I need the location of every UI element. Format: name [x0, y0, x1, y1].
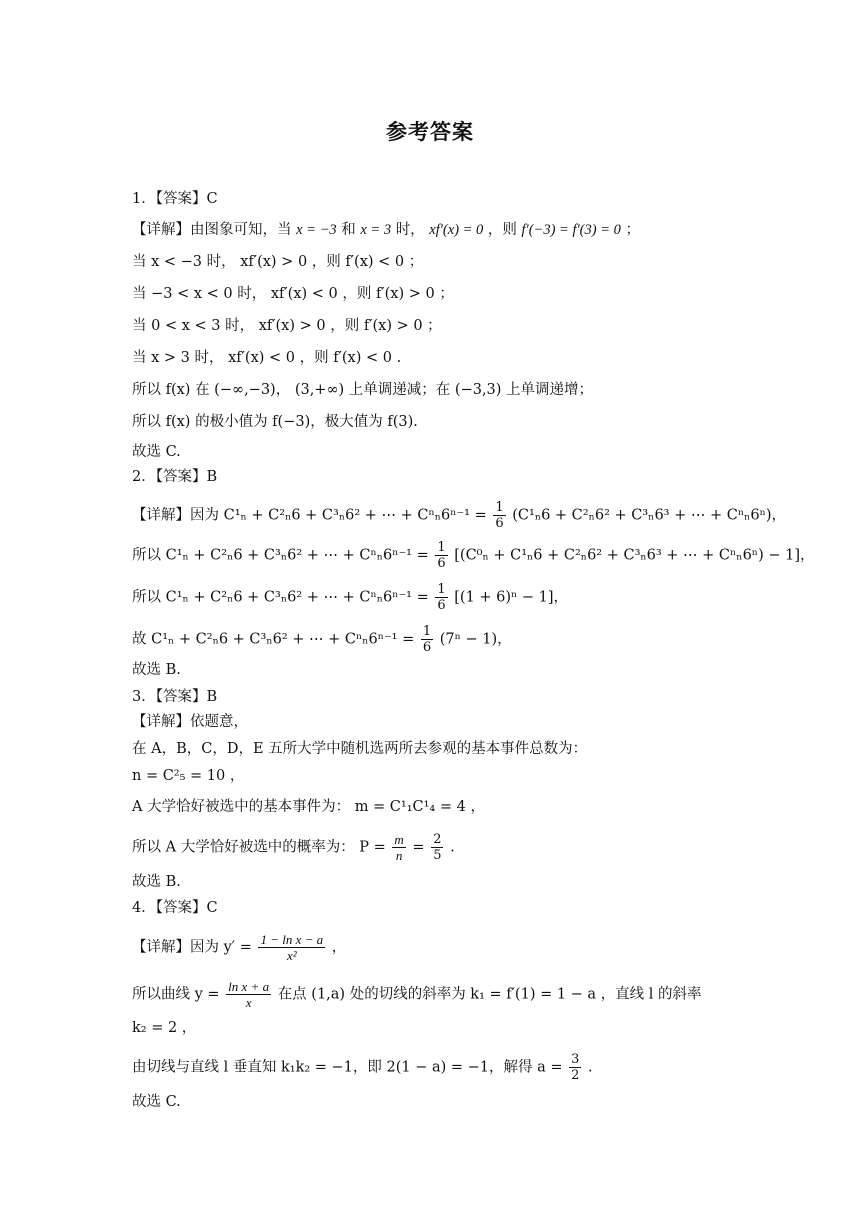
q1-answer-head: 1．【答案】C — [132, 191, 218, 207]
q1-line-8: 故选 C. — [132, 444, 181, 460]
q3-line-6: 故选 B. — [132, 874, 181, 890]
q4-line-3: k₂ = 2 ， — [132, 1020, 197, 1036]
q1-line-2: 当 x < −3 时， xf′(x) > 0 ，则 f′(x) < 0 ； — [132, 254, 424, 270]
q3-line-4: A 大学恰好被选中的基本事件为： m = C¹₁C¹₄ = 4 ， — [132, 799, 485, 815]
q3-line-1: 【详解】依题意， — [132, 714, 248, 730]
fraction: $\frac{\text{1 − ln x − a}}{\text{x²}}$ — [260, 932, 324, 963]
q1-line-1: 【详解】由图象可知，当 x = −3 和 x = 3 时， xf′(x) = 0 ，则 f′(−3) = f′(3) = 0 ； — [132, 222, 640, 238]
q3-line-3: n = C²₅ = 10 ， — [132, 768, 245, 784]
fraction: $\frac{1}{6}$ — [437, 540, 446, 571]
q2-line-2: 所以 C¹ₙ + C²ₙ6 + C³ₙ6² + ⋯ + Cⁿₙ6ⁿ⁻¹ = $\frac{1}{6}$ [(C⁰ₙ + C¹ₙ6 + C²ₙ6² + C³ₙ6³ + ⋯ + Cⁿₙ6ⁿ) − 1]， — [132, 540, 815, 571]
q3-line-2: 在 A，B，C，D，E 五所大学中随机选两所去参观的基本事件总数为： — [132, 741, 588, 757]
fraction: $\frac{3}{2}$ — [571, 1052, 580, 1083]
q3-answer-head: 3．【答案】B — [132, 689, 218, 705]
fraction: $\frac{\text{ln x + a}}{x}$ — [228, 979, 270, 1010]
q2-line-4: 故 C¹ₙ + C²ₙ6 + C³ₙ6² + ⋯ + Cⁿₙ6ⁿ⁻¹ = $\frac{1}{6}$ (7ⁿ − 1)， — [132, 624, 512, 655]
fraction: $\frac{m}{n}$ — [394, 832, 404, 863]
fraction: $\frac{1}{6}$ — [437, 582, 446, 613]
q1-line-3: 当 −3 < x < 0 时， xf′(x) < 0 ，则 f′(x) > 0 ； — [132, 286, 454, 302]
q2-line-1: 【详解】因为 C¹ₙ + C²ₙ6 + C³ₙ6² + ⋯ + Cⁿₙ6ⁿ⁻¹ = $\frac{1}{6}$ (C¹ₙ6 + C²ₙ6² + C³ₙ6³ + ⋯ + Cⁿₙ6ⁿ)， — [132, 500, 787, 531]
q4-line-4: 由切线与直线 l 垂直知 k₁k₂ = −1，即 2(1 − a) = −1，解得 a = $\frac{3}{2}$ . — [132, 1052, 593, 1083]
page-title: 参考答案 — [386, 120, 474, 144]
q1-line-5: 当 x > 3 时， xf′(x) < 0 ，则 f′(x) < 0 . — [132, 350, 402, 366]
q2-answer-head: 2．【答案】B — [132, 469, 218, 485]
q3-line-5: 所以 A 大学恰好被选中的概率为： P = $\frac{m}{n}$ = $\frac{2}{5}$ . — [132, 832, 455, 863]
q4-line-2: 所以曲线 y = $\frac{\text{ln x + a}}{x}$ 在点 (1,a) 处的切线的斜率为 k₁ = f′(1) = 1 − a ，直线 l 的斜率 — [132, 979, 702, 1010]
fraction: $\frac{1}{6}$ — [495, 500, 504, 531]
q1-line-4: 当 0 < x < 3 时， xf′(x) > 0 ，则 f′(x) > 0 ； — [132, 318, 442, 334]
q4-line-5: 故选 C. — [132, 1094, 181, 1110]
q2-line-3: 所以 C¹ₙ + C²ₙ6 + C³ₙ6² + ⋯ + Cⁿₙ6ⁿ⁻¹ = $\frac{1}{6}$ [(1 + 6)ⁿ − 1]， — [132, 582, 569, 613]
q4-answer-head: 4．【答案】C — [132, 900, 218, 916]
q1-line-6: 所以 f(x) 在 (−∞,−3)， (3,+∞) 上单调递减；在 (−3,3) 上单调递增； — [132, 382, 594, 398]
q4-line-1: 【详解】因为 y′ = $\frac{\text{1 − ln x − a}}{\text{x²}}$ ， — [132, 932, 347, 963]
fraction: $\frac{1}{6}$ — [422, 624, 432, 655]
q1-line-7: 所以 f(x) 的极小值为 f(−3)，极大值为 f(3). — [132, 414, 418, 430]
fraction: $\frac{2}{5}$ — [433, 832, 442, 863]
q2-line-5: 故选 B. — [132, 662, 181, 678]
